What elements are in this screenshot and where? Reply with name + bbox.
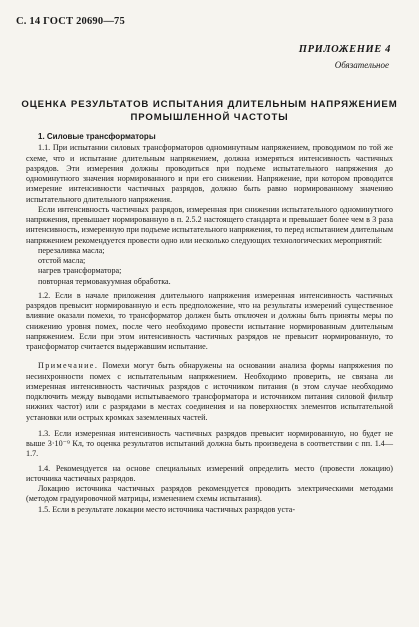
paragraph-1-3: 1.3. Если измеренная интенсивность частичных разрядов превысит нормированную, но будет не выше 3·10⁻⁹ Кл, то оценка результатов испытаний должна быть произведена в соответствии с пп. 1.4—1.7. bbox=[26, 428, 393, 459]
note-label: Примечание. bbox=[38, 361, 99, 371]
list-item: перезаливка масла; bbox=[38, 245, 105, 255]
document-body bbox=[26, 132, 393, 515]
list-item: повторная термовакуумная обработка. bbox=[38, 276, 171, 286]
list-item: нагрев трансформатора; bbox=[38, 266, 122, 276]
appendix-label: ПРИЛОЖЕНИЕ 4 bbox=[298, 44, 391, 55]
title-line-1: ОЦЕНКА РЕЗУЛЬТАТОВ ИСПЫТАНИЯ ДЛИТЕЛЬНЫМ НАПРЯЖЕНИЕМ bbox=[21, 99, 398, 110]
section-heading: 1. Силовые трансформаторы bbox=[38, 132, 156, 141]
document-title bbox=[20, 98, 399, 124]
title-line-2: ПРОМЫШЛЕННОЙ ЧАСТОТЫ bbox=[130, 112, 289, 123]
note-text: Помехи могут быть обнаружены на основании анализа формы напряжения по несинхронности помех с испытательным напряжением. Необходимо проверить, не связана ли измеренная интенсивность частичных разрядов с источником питания (в этом случае необходимо подключить между выводами испытываемого трансформатора и источником питания силовой фильтр нижних частот) или с разрядами в местах соединения и на поверхностях элементов испытательной установки или острых кромках заземленных частей. bbox=[26, 361, 393, 422]
paragraph-1-4b: Локацию источника частичных разрядов рекомендуется проводить электрическими методами (методом градуировочной матрицы, изменением схемы испытания). bbox=[26, 484, 393, 504]
paragraph-1-5: 1.5. Если в результате локации место источника частичных разрядов уста- bbox=[38, 504, 296, 514]
paragraph-1-1: 1.1. При испытании силовых трансформаторов одноминутным напряжением, проводимом по той же схеме, что и испытание длительным напряжением, должна измеряться интенсивность частичных разрядов. Эти измерения должны проводиться при подъеме испытательного напряжения до одноминутного значения нормированного и при его снижении. Напряжение, при котором проводится измерение интенсивности частичных разрядов, должно быть равно нормированному значению испытательного длительного напряжения. bbox=[26, 143, 393, 204]
note-paragraph bbox=[26, 361, 393, 423]
paragraph-1-1b: Если интенсивность частичных разрядов, измеренная при снижении испытательного одноминутного напряжения, превышает нормированную в п. 2.5.2 настоящего стандарта и превышает более чем в 3 раза интенсивность, измеренную при подъеме испытательного напряжения, то перед испытанием длительным напряжением рекомендуется провести одно или несколько следующих технологических мероприятий: bbox=[26, 204, 394, 245]
appendix-status: Обязательное bbox=[334, 60, 389, 70]
page-header: С. 14 ГОСТ 20690—75 bbox=[16, 16, 125, 27]
paragraph-1-2: 1.2. Если в начале приложения длительного напряжения измеренная интенсивность частичных разрядов превысит нормированную и есть предположение, что на результаты измерений существенное влияние оказали помехи, то трансформатор должен быть отключен и должны быть приняты меры по снижению уровня помех, после чего необходимо провести испытание нормированным длительным напряжением. Если при этом интенсивность частичных разрядов не превысит нормированную, то трансформатор считается выдержавшим испытание. bbox=[26, 290, 393, 351]
paragraph-1-4: 1.4. Рекомендуется на основе специальных измерений определить место (провести локацию) источника частичных разрядов. bbox=[26, 463, 393, 483]
list-item: отстой масла; bbox=[38, 256, 86, 265]
